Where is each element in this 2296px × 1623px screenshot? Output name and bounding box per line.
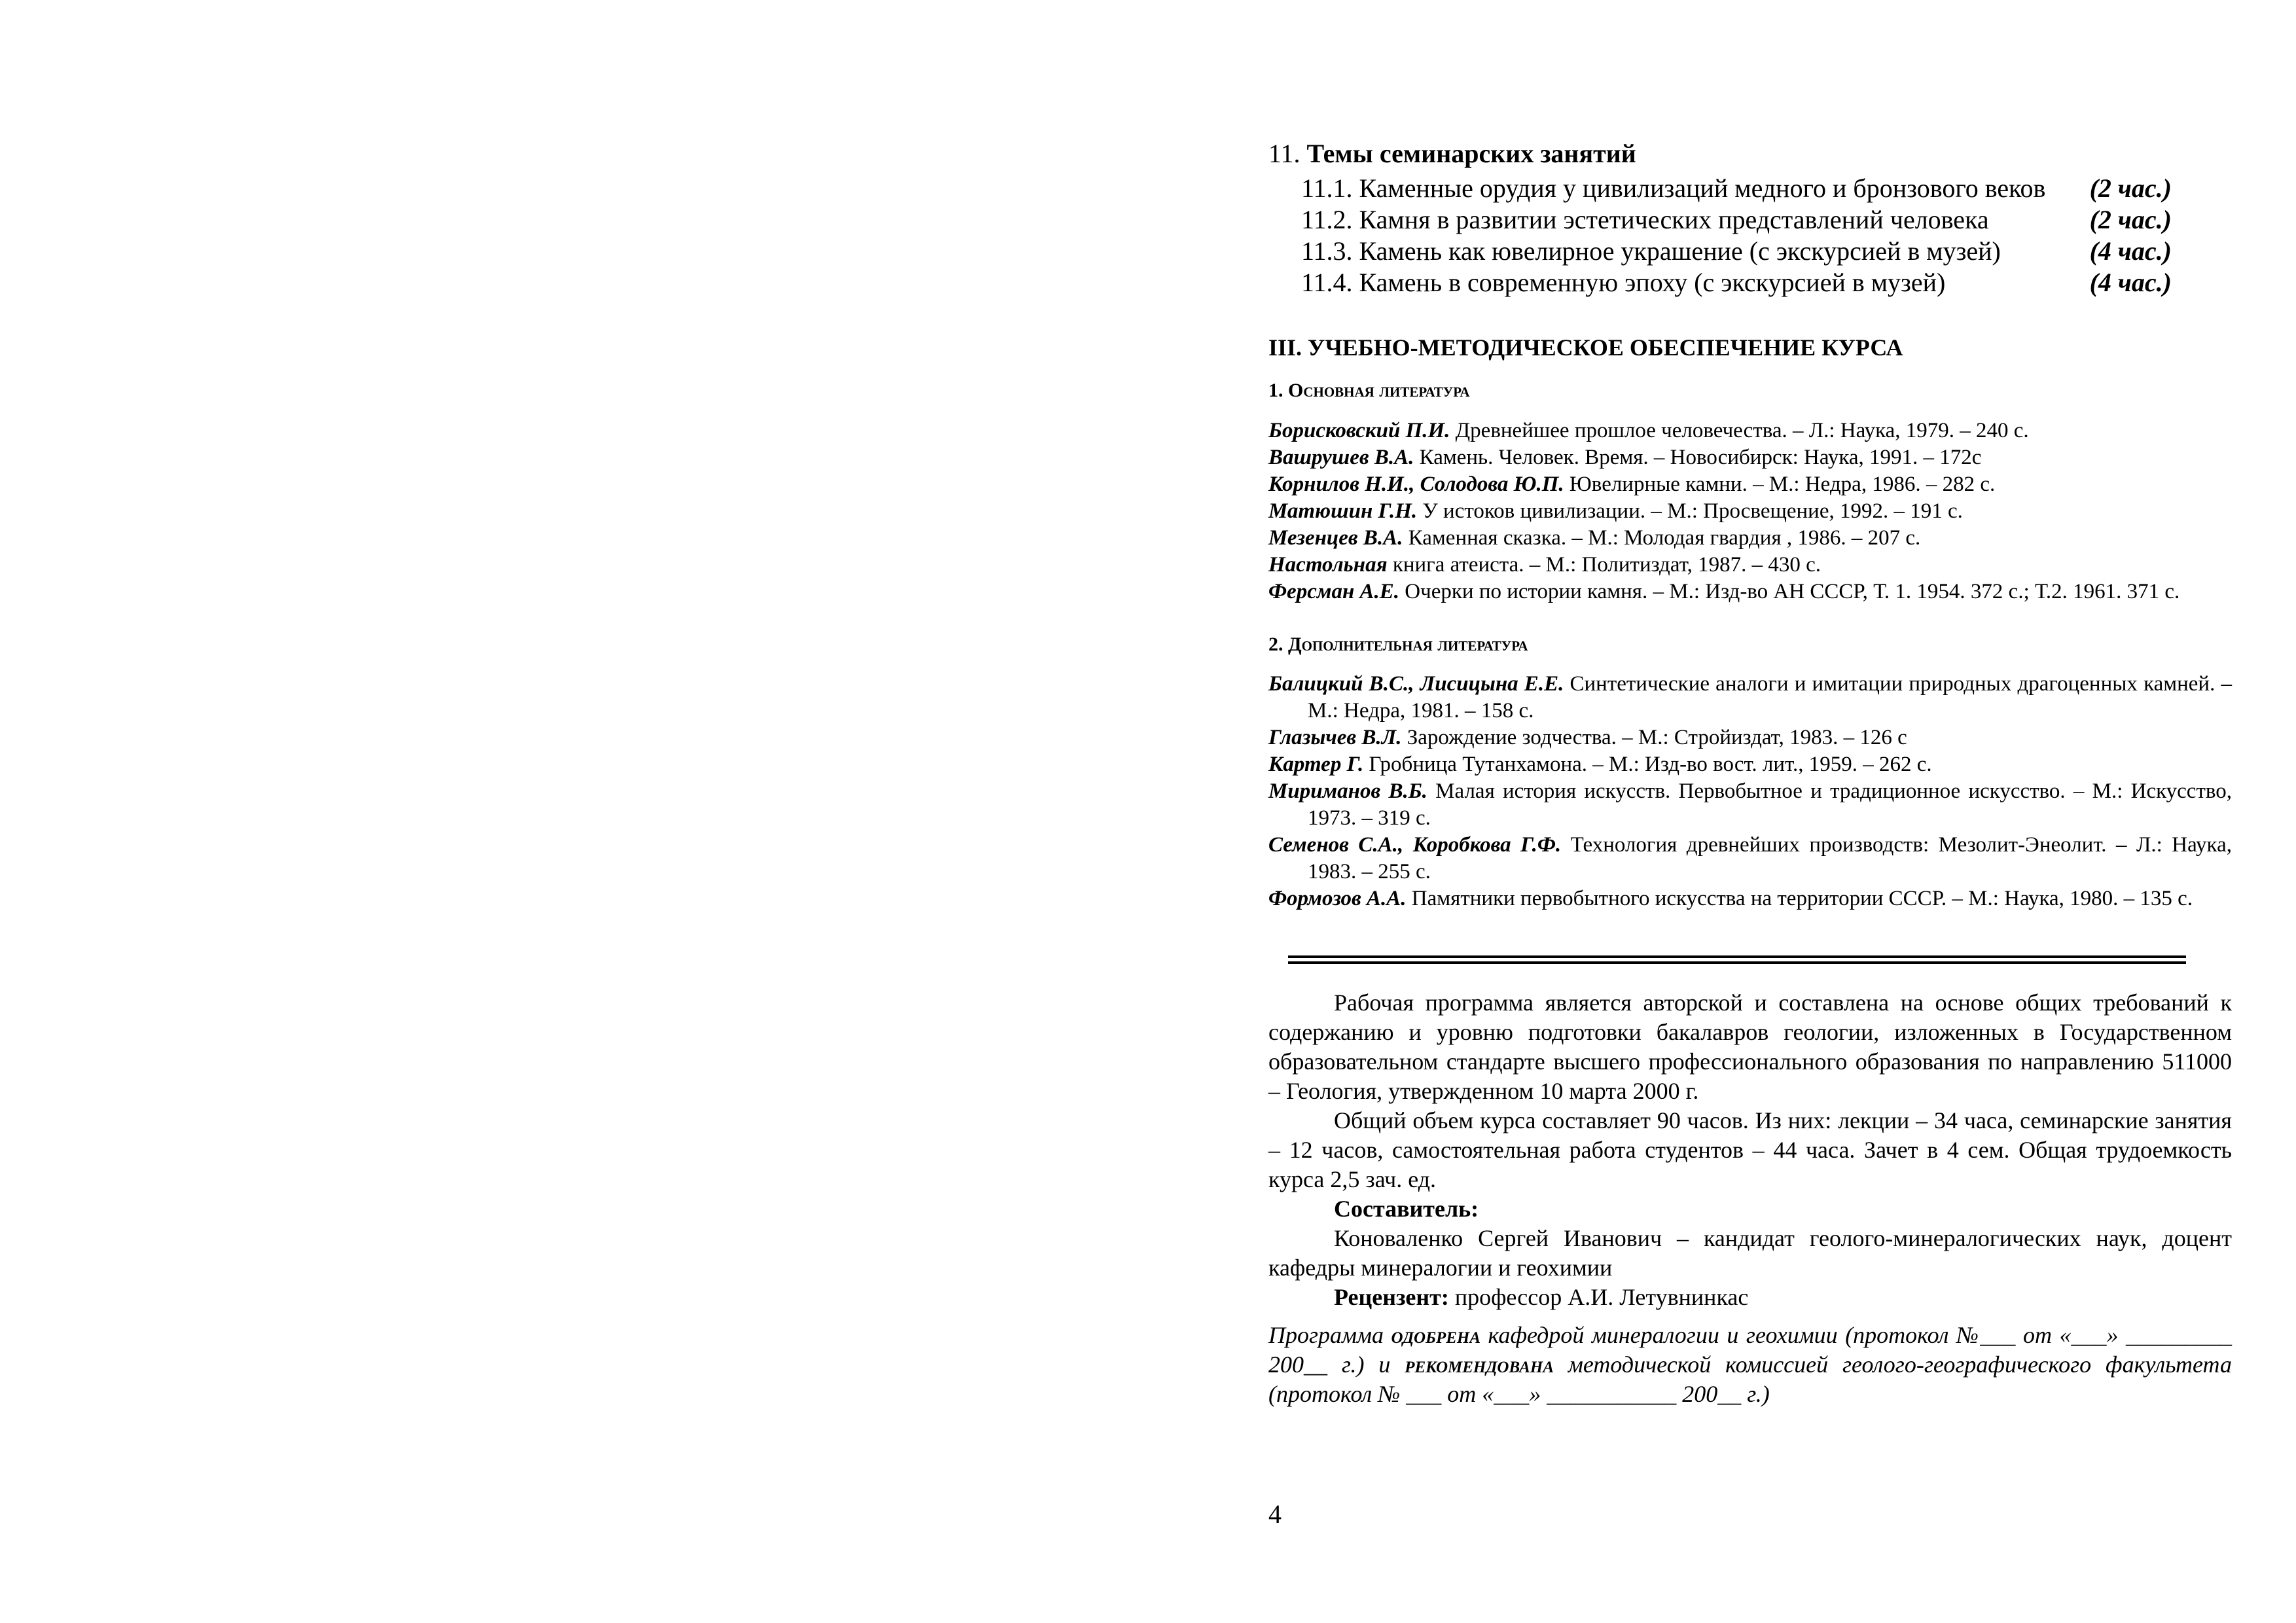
reference-text: Очерки по истории камня. – М.: Изд-во АН СССР, Т. 1. 1954. 372 с.; Т.2. 1961. 371 с.	[1399, 580, 2180, 603]
approval-text-2: кафедрой минералогии и геохимии (протокол №___ от «___» _________ 200__ г.) и	[1268, 1322, 2232, 1378]
reference-author: Настольная	[1268, 553, 1388, 577]
reference-author: Мириманов В.Б.	[1268, 779, 1427, 803]
reference-text: Ювелирные камни. – М.: Недра, 1986. – 282 с.	[1564, 473, 1996, 496]
reference-item	[1268, 751, 2232, 778]
reference-author: Борисковский П.И.	[1268, 419, 1450, 442]
reference-text: Малая история искусств. Первобытное и традиционное искусство. – М.: Искусство, 1973. – 319 с.	[1308, 779, 2232, 830]
double-rule-divider	[1288, 955, 2186, 964]
seminar-topic-hours: (4 час.)	[2089, 236, 2172, 266]
reference-text: У истоков цивилизации. – М.: Просвещение, 1992. – 191 с.	[1417, 499, 1963, 523]
reference-author: Матюшин Г.Н.	[1268, 499, 1418, 523]
seminar-topic-hours: (2 час.)	[2089, 205, 2172, 234]
approval-approved: одобрена	[1391, 1322, 1481, 1348]
seminar-topic-label: 11.2. Камня в развитии эстетических представлений человека	[1301, 205, 1989, 234]
page-number: 4	[1268, 1499, 1282, 1529]
section-heading: III. УЧЕБНО-МЕТОДИЧЕСКОЕ ОБЕСПЕЧЕНИЕ КУРСА	[1268, 334, 1903, 361]
reference-item	[1268, 778, 2232, 832]
reference-text: Древнейшее прошлое человечества. – Л.: Наука, 1979. – 240 с.	[1450, 419, 2029, 442]
reference-item	[1268, 418, 2232, 444]
seminar-topic-label: 11.1. Каменные орудия у цивилизаций медного и бронзового веков	[1301, 173, 2046, 203]
reference-author: Картер Г.	[1268, 753, 1364, 776]
reference-author: Корнилов Н.И., Солодова Ю.П.	[1268, 473, 1564, 496]
program-description	[1268, 988, 2232, 1312]
seminars-title: Темы семинарских занятий	[1306, 139, 1636, 168]
reference-item	[1268, 832, 2232, 885]
seminar-topic	[1301, 173, 2172, 204]
reviewer-label: Рецензент:	[1334, 1284, 1449, 1310]
document-page	[1268, 137, 2232, 1551]
seminar-topic	[1301, 204, 2172, 236]
reference-text: Каменная сказка. – М.: Молодая гвардия , 1986. – 207 с.	[1403, 526, 1921, 550]
approval-text-1: Программа	[1268, 1322, 1391, 1348]
additional-literature-title: Дополнительная литература	[1288, 633, 1528, 655]
reference-item	[1268, 471, 2232, 498]
approval-note	[1268, 1321, 2232, 1409]
main-literature-heading	[1268, 380, 1470, 402]
reference-author: Ферсман А.Е.	[1268, 580, 1400, 603]
seminar-topic-hours: (2 час.)	[2089, 173, 2172, 203]
reference-item	[1268, 552, 2232, 579]
seminar-topic	[1301, 267, 2172, 298]
approval-text-3: методической комиссией геолого-географического факультета (протокол № ___ от «___» ___________ 200__ г.)	[1268, 1351, 2232, 1407]
reference-author: Глазычев В.Л.	[1268, 726, 1402, 749]
main-literature-number: 1.	[1268, 380, 1283, 401]
reference-item	[1268, 444, 2232, 471]
compiler-label-line	[1268, 1194, 2232, 1224]
reference-item	[1268, 579, 2232, 605]
reference-author: Балицкий В.С., Лисицына Е.Е.	[1268, 672, 1564, 696]
additional-literature-list	[1268, 671, 2232, 912]
additional-literature-heading	[1268, 633, 1528, 656]
reference-text: Памятники первобытного искусства на территории СССР. – М.: Наука, 1980. – 135 с.	[1406, 887, 2193, 910]
additional-literature-number: 2.	[1268, 633, 1283, 655]
program-paragraph: Общий объем курса составляет 90 часов. Из них: лекции – 34 часа, семинарские занятия – 12 часов, самостоятельная работа студентов – 44 часа. Зачет в 4 сем. Общая трудоемкость курса 2,5 зач. ед.	[1268, 1107, 2232, 1192]
reviewer-text: профессор А.И. Летувнинкас	[1448, 1284, 1749, 1310]
reference-item	[1268, 724, 2232, 751]
seminar-topic-hours: (4 час.)	[2089, 268, 2172, 297]
approval-recommended: рекомендована	[1405, 1351, 1554, 1378]
compiler-text: Коноваленко Сергей Иванович – кандидат геолого-минералогических наук, доцент кафедры минералогии и геохимии	[1268, 1225, 2232, 1281]
seminars-number: 11.	[1268, 139, 1300, 168]
reference-author: Вашрушев В.А.	[1268, 446, 1414, 469]
reference-item	[1268, 525, 2232, 552]
seminars-heading	[1268, 137, 1636, 170]
seminar-topic-label: 11.3. Камень как ювелирное украшение (с экскурсией в музей)	[1301, 236, 2001, 266]
reference-item	[1268, 885, 2232, 912]
reference-item	[1268, 498, 2232, 525]
reference-item	[1268, 671, 2232, 724]
reference-author: Мезенцев В.А.	[1268, 526, 1403, 550]
compiler-label: Составитель:	[1334, 1196, 1479, 1222]
reference-text: книга атеиста. – М.: Политиздат, 1987. – 430 с.	[1387, 553, 1821, 577]
reviewer-line	[1268, 1283, 2232, 1312]
reference-author: Семенов С.А., Коробкова Г.Ф.	[1268, 833, 1562, 857]
seminar-topic-label: 11.4. Камень в современную эпоху (с экскурсией в музей)	[1301, 268, 1946, 297]
main-literature-list	[1268, 418, 2232, 605]
reference-text: Технология древнейших производств: Мезолит-Энеолит. – Л.: Наука, 1983. – 255 с.	[1308, 833, 2232, 883]
reference-text: Камень. Человек. Время. – Новосибирск: Наука, 1991. – 172с	[1414, 446, 1982, 469]
seminar-topic	[1301, 236, 2172, 267]
reference-text: Зарождение зодчества. – М.: Стройиздат, 1983. – 126 с	[1401, 726, 1907, 749]
reference-text: Гробница Тутанхамона. – М.: Изд-во вост. лит., 1959. – 262 с.	[1363, 753, 1932, 776]
reference-text: Синтетические аналоги и имитации природных драгоценных камней. – М.: Недра, 1981. – 158 с.	[1308, 672, 2232, 722]
reference-author: Формозов А.А.	[1268, 887, 1407, 910]
main-literature-title: Основная литература	[1288, 380, 1470, 401]
program-paragraph: Рабочая программа является авторской и составлена на основе общих требований к содержанию и уровню подготовки бакалавров геологии, изложенных в Государственном образовательном стандарте высшего профессионального образования по направлению 511000 – Геология, утвержденном 10 марта 2000 г.	[1268, 990, 2232, 1104]
